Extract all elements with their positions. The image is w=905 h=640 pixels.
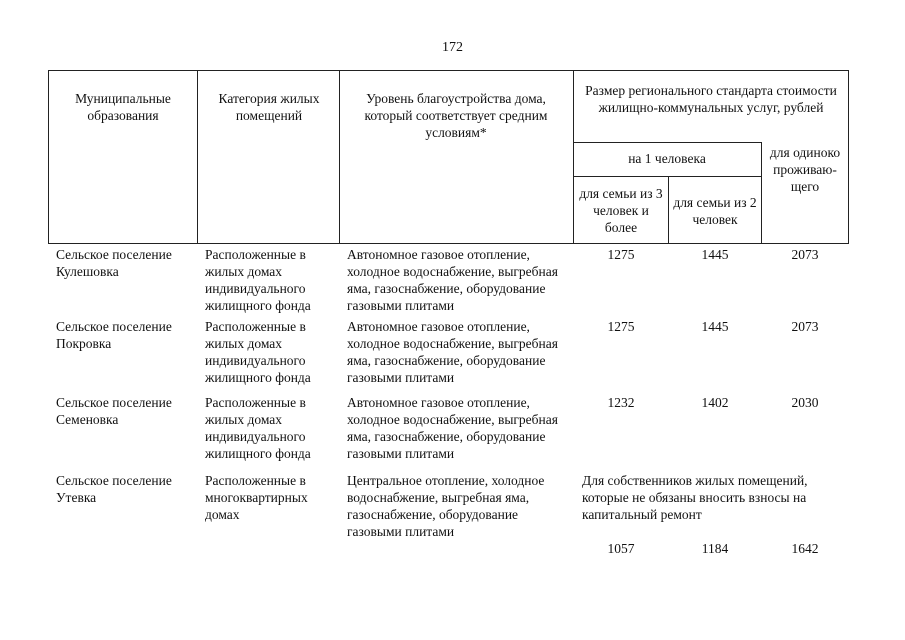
header-standard: Размер регионального стандарта стоимости жилищно-коммунальных услуг, рублей xyxy=(585,83,837,115)
header-family3: для семьи из 3 человек и более xyxy=(579,186,663,235)
row-municipality: Сельское поселение Кулешовка xyxy=(56,247,172,279)
row-note: Для собственников жилых помещений, которые не обязаны вносить взносы на капитальный ремонт xyxy=(582,473,808,522)
row-level: Автономное газовое отопление, холодное водоснабжение, выгребная яма, газоснабжение, оборудование газовыми плитами xyxy=(347,247,558,313)
row-family2: 1445 xyxy=(701,319,729,334)
row-level: Автономное газовое отопление, холодное водоснабжение, выгребная яма, газоснабжение, оборудование газовыми плитами xyxy=(347,319,558,385)
row-family3: 1057 xyxy=(607,541,635,556)
page-number: 172 xyxy=(442,40,463,55)
row-family2: 1402 xyxy=(701,395,729,410)
header-level: Уровень благоустройства дома, который соответствует средним условиям* xyxy=(364,91,548,140)
row-family3: 1232 xyxy=(607,395,635,410)
header-municipalities: Муниципальные образования xyxy=(75,91,171,123)
row-category: Расположенные в многоквартирных домах xyxy=(205,473,308,522)
row-category: Расположенные в жилых домах индивидуального жилищного фонда xyxy=(205,395,311,461)
row-category: Расположенные в жилых домах индивидуального жилищного фонда xyxy=(205,247,311,313)
header-single: для одиноко проживаю-щего xyxy=(769,145,841,194)
row-level: Автономное газовое отопление, холодное водоснабжение, выгребная яма, газоснабжение, оборудование газовыми плитами xyxy=(347,395,558,461)
header-category: Категория жилых помещений xyxy=(218,91,320,123)
row-family2: 1445 xyxy=(701,247,729,262)
row-family3: 1275 xyxy=(607,247,635,262)
row-single: 2073 xyxy=(791,319,819,334)
row-single: 2073 xyxy=(791,247,819,262)
header-per-person: на 1 человека xyxy=(628,151,706,166)
row-single: 2030 xyxy=(791,395,819,410)
row-municipality: Сельское поселение Утевка xyxy=(56,473,172,505)
row-municipality: Сельское поселение Покровка xyxy=(56,319,172,351)
row-category: Расположенные в жилых домах индивидуального жилищного фонда xyxy=(205,319,311,385)
row-level: Центральное отопление, холодное водоснабжение, выгребная яма, газоснабжение, оборудование газовыми плитами xyxy=(347,473,545,539)
header-family2: для семьи из 2 человек xyxy=(673,195,757,227)
row-family2: 1184 xyxy=(701,541,729,556)
row-municipality: Сельское поселение Семеновка xyxy=(56,395,172,427)
row-single: 1642 xyxy=(791,541,819,556)
row-family3: 1275 xyxy=(607,319,635,334)
